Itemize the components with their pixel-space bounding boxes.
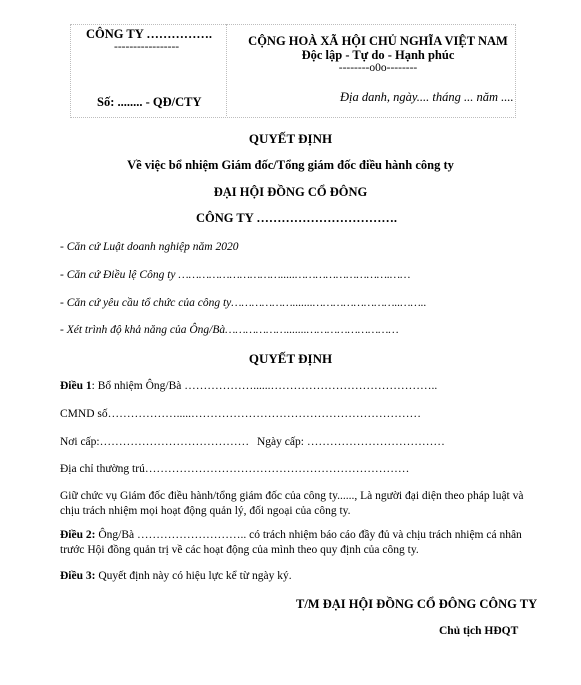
decision-heading: QUYẾT ĐỊNH xyxy=(248,351,333,366)
article-1-label: Điều 1 xyxy=(60,380,92,392)
article-3-text: Quyết định này có hiệu lực kể từ ngày ký. xyxy=(95,570,292,582)
id-card-field: CMND số……………….....…………………………………………………… xyxy=(60,408,421,420)
document-number: Số: ........ - QĐ/CTY xyxy=(97,95,202,109)
header-divider xyxy=(226,24,227,116)
decision-title: QUYẾT ĐỊNH xyxy=(248,131,333,146)
signature-title: Chủ tịch HĐQT xyxy=(439,625,519,637)
company-label: CÔNG TY ……………. xyxy=(86,27,213,41)
authority-title: ĐẠI HỘI ĐỒNG CỔ ĐÔNG xyxy=(213,185,368,199)
article-2-text: Ông/Bà ……………………….. có trách nhiệm báo cáo đầy đủ và chịu trách nhiệm cá nhân trước Hội đồng quản trị về các hoạt động của mình theo quy định của công ty. xyxy=(60,529,522,556)
article-3 xyxy=(60,570,292,582)
company-name-line: CÔNG TY ……………………………. xyxy=(196,211,398,225)
article-1 xyxy=(60,380,437,392)
motto-underline: --------o0o-------- xyxy=(338,62,418,74)
place-date: Địa danh, ngày.... tháng ... năm .... xyxy=(340,90,514,104)
issued-at-field: Nơi cấp:………………………………… xyxy=(60,436,250,448)
ground-charter: - Căn cứ Điều lệ Công ty ………………………….....……………………….…… xyxy=(60,269,411,281)
ground-qualification: - Xét trình độ khả năng của Ông/Bà……………….......……………………… xyxy=(60,324,399,336)
address-field: Địa chỉ thường trú…………………………………………………………… xyxy=(60,463,410,475)
role-paragraph: Giữ chức vụ Giám đốc điều hành/tổng giám đốc của công ty......, Là người đại diện theo pháp luật và chịu trách nhiệm mọi hoạt động quản lý, đối ngoại của công ty. xyxy=(60,490,524,517)
issued-date-field: Ngày cấp: ……………………………… xyxy=(257,436,445,448)
article-3-label: Điều 3: xyxy=(60,570,96,582)
article-2 xyxy=(60,528,530,558)
signature-on-behalf: T/M ĐẠI HỘI ĐỒNG CỔ ĐÔNG CÔNG TY xyxy=(296,597,538,611)
article-2-label: Điều 2: xyxy=(60,529,96,541)
national-motto: Độc lập - Tự do - Hạnh phúc xyxy=(301,48,455,62)
republic-title: CỘNG HOÀ XÃ HỘI CHỦ NGHĨA VIỆT NAM xyxy=(248,34,508,48)
ground-organization: - Căn cứ yêu cầu tổ chức của công ty……………….......……………………..…….. xyxy=(60,297,427,309)
company-underline: ----------------- xyxy=(114,41,180,53)
decision-subject: Về việc bổ nhiệm Giám đốc/Tổng giám đốc điều hành công ty xyxy=(127,158,454,172)
ground-law: - Căn cứ Luật doanh nghiệp năm 2020 xyxy=(60,241,239,253)
article-1-text: : Bổ nhiệm Ông/Bà ………………......…………………………………….. xyxy=(91,380,438,392)
